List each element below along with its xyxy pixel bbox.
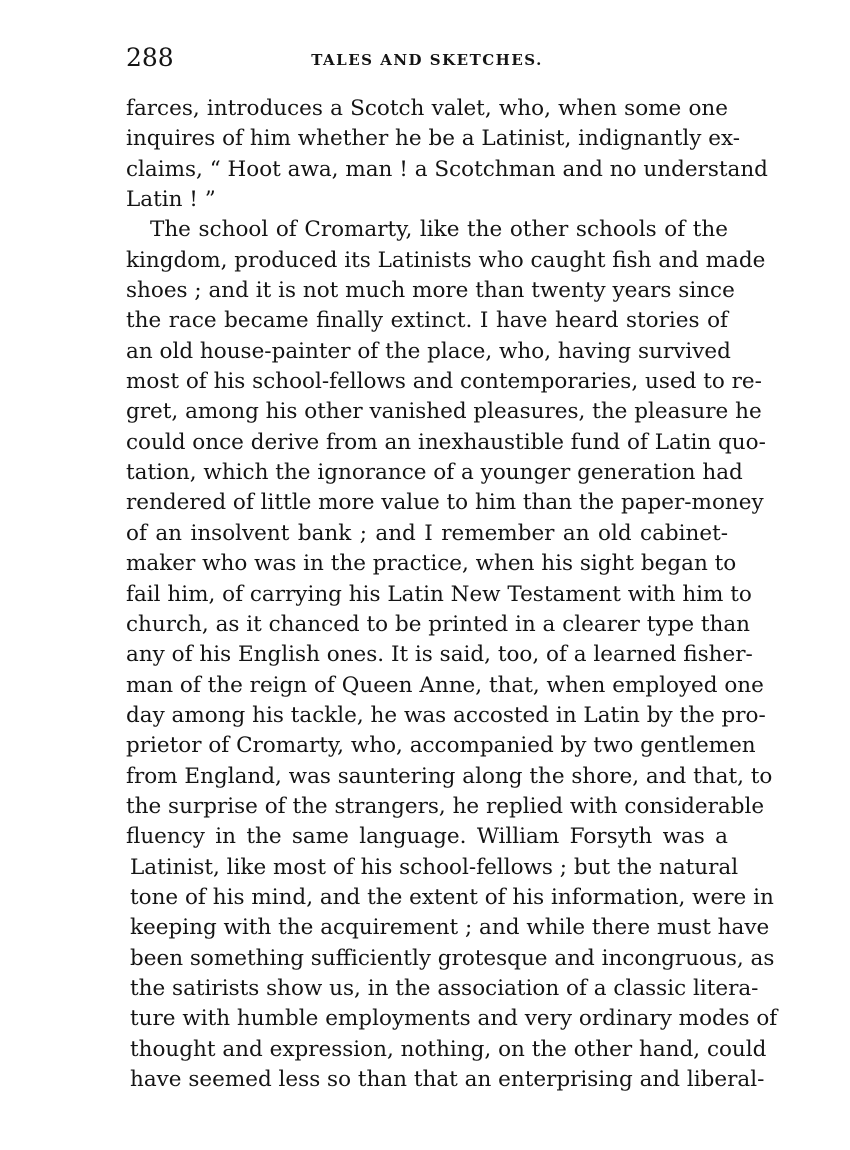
body-text — [126, 94, 778, 1095]
text-line: fail him, of carrying his Latin New Testament with him to — [126, 581, 752, 607]
text-line: prietor of Cromarty, who, accompanied by two gentlemen — [126, 733, 756, 759]
text-line: tone of his mind, and the extent of his information, were in — [130, 884, 774, 910]
text-line: Latin ! ” — [126, 187, 216, 213]
text-line: any of his English ones. It is said, too, of a learned fisher- — [126, 642, 753, 668]
text-line: day among his tackle, he was accosted in Latin by the pro- — [126, 702, 766, 728]
text-line: of an insolvent bank ; and I remember an old cabinet- — [126, 520, 728, 546]
text-line: gret, among his other vanished pleasures, the pleasure he — [126, 399, 762, 425]
text-line: church, as it chanced to be printed in a clearer type than — [126, 611, 751, 637]
text-line: ture with humble employments and very ordinary modes of — [130, 1006, 778, 1032]
text-line: inquires of him whether he be a Latinist, indignantly ex- — [126, 126, 740, 152]
text-line: have seemed less so than that an enterprising and liberal- — [130, 1067, 765, 1092]
text-line: maker who was in the practice, when his sight began to — [126, 551, 737, 577]
text-line: the race became finally extinct. I have heard stories of — [126, 308, 728, 334]
text-line: Latinist, like most of his school-fellows ; but the natural — [130, 854, 739, 880]
text-line: been something sufficiently grotesque and incongruous, as — [130, 945, 775, 971]
page-number: 288 — [126, 43, 174, 72]
text-line: keeping with the acquirement ; and while there must have — [130, 915, 770, 941]
text-line: kingdom, produced its Latinists who caught fish and made — [126, 247, 766, 273]
text-line: most of his school-fellows and contemporaries, used to re- — [126, 369, 762, 395]
running-head: TALES AND SKETCHES. — [311, 51, 543, 69]
text-line: an old house-painter of the place, who, having survived — [126, 338, 731, 364]
text-line: from England, was sauntering along the shore, and that, to — [126, 763, 773, 789]
page-header — [126, 40, 728, 76]
text-line: could once derive from an inexhaustible fund of Latin quo- — [126, 429, 766, 455]
text-line: fluency in the same language. William Forsyth was a — [126, 824, 728, 850]
text-line: tation, which the ignorance of a younger generation had — [126, 460, 743, 486]
text-line: the satirists show us, in the association of a classic litera- — [130, 975, 759, 1001]
text-line: the surprise of the strangers, he replied with considerable — [126, 793, 765, 819]
text-line: farces, introduces a Scotch valet, who, when some one — [126, 96, 728, 121]
text-line: claims, “ Hoot awa, man ! a Scotchman and no understand — [126, 156, 768, 182]
paragraph-first-line: The school of Cromarty, like the other schools of the — [150, 217, 728, 243]
text-line: rendered of little more value to him than the paper-money — [126, 490, 764, 516]
text-line: thought and expression, nothing, on the other hand, could — [130, 1036, 767, 1062]
text-line: man of the reign of Queen Anne, that, when employed one — [126, 672, 764, 698]
text-line: shoes ; and it is not much more than twenty years since — [126, 278, 735, 304]
